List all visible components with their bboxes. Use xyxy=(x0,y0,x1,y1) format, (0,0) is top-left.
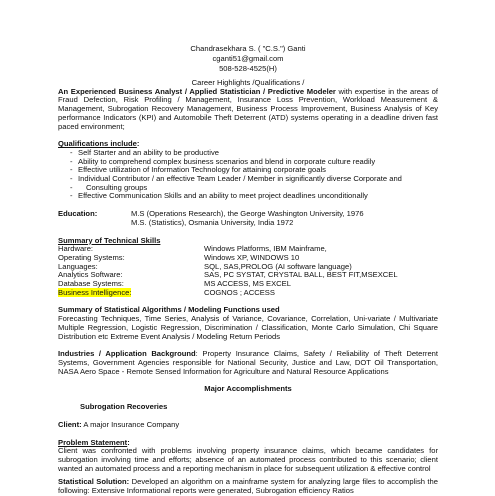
qualification-item-continued: - Consulting groups xyxy=(70,184,438,193)
industries-label: Industries / Application Background xyxy=(58,349,196,359)
qualifications-list xyxy=(58,149,438,201)
qualification-item: - Effective Communication Skills and an ability to meet project deadlines unconditionally xyxy=(70,192,438,201)
solution-text: Developed an algorithm on a mainframe system for analyzing large files to accomplish the following: Extensive Informational reports were generated, Subrogation efficiency Ratios xyxy=(58,477,438,496)
qualifications-title: Qualifications include: xyxy=(58,139,140,149)
education-label: Education: xyxy=(58,209,98,219)
industries-section xyxy=(58,350,438,376)
candidate-email: cganti51@gmail.com xyxy=(212,54,284,63)
skill-value: SQL, SAS,PROLOG (AI software language) xyxy=(204,261,352,271)
problem-text: Client was confronted with problems involving property insurance claims, which became candidates for subrogation involving time and efforts; absence of an automated process contributed to this scenario; client wanted an automated process and a reporting mechanism in place for subsequent utilization & effective control xyxy=(58,446,438,473)
industries-text: : Property Insurance Claims, Safety / Reliability of Theft Deterrent Systems, Government Agencies responsible for National Security, Justice and Law, DOT Oil Transportation, NASA Aero Space - Remote Sensed Information for Agriculture and Natural Resource Applications xyxy=(58,349,439,376)
career-highlights-title: Career Highlights /Qualifications / xyxy=(191,78,305,87)
education-degree-2: M.S. (Statistics), Osmania University, India 1972 xyxy=(131,217,294,227)
algorithms-text: Forecasting Techniques, Time Series, Analysis of Variance, Covariance, Correlation, Uni-variate / Multivariate Multiple Regression, Logistic Regression, Discrimination / Classification, Monte Carlo Simulation, Chi Square Distribution etc Extreme Event Analysis / Modeling Return Periods xyxy=(58,314,438,341)
problem-title: Problem Statement: xyxy=(58,437,130,447)
skill-value: SAS, PC SYSTAT, CRYSTAL BALL, BEST FIT,MSEXCEL xyxy=(204,270,398,280)
problem-section xyxy=(58,439,438,474)
accomplishments-subtitle: Subrogation Recoveries xyxy=(80,402,168,412)
client-label: Client: xyxy=(58,419,82,429)
technical-skills-section xyxy=(58,237,438,298)
qualification-item: - Self Starter and an ability to be productive xyxy=(70,149,438,158)
solution-section xyxy=(58,478,438,495)
accomplishments-title: Major Accomplishments xyxy=(204,384,292,394)
algorithms-section xyxy=(58,306,438,341)
qualification-item: - Effective utilization of Information Technology for attaining corporate goals xyxy=(70,166,438,175)
skill-value: Windows Platforms, IBM Mainframe, xyxy=(204,244,327,254)
candidate-phone: 508-528-4525(H) xyxy=(219,64,277,73)
skill-label: Operating Systems: xyxy=(58,252,125,262)
qualification-item: - Ability to comprehend complex business scenarios and blend in corporate culture readily xyxy=(70,158,438,167)
candidate-name: Chandrasekhara S. ( "C.S.") Ganti xyxy=(190,44,306,53)
skill-label: Languages: xyxy=(58,261,98,271)
skill-label: Analytics Software: xyxy=(58,270,123,280)
skill-label-highlighted: Business Intelligence: xyxy=(58,287,132,297)
skill-label: Hardware: xyxy=(58,244,94,254)
education-degree-1: M.S (Operations Research), the George Washington University, 1976 xyxy=(131,209,364,219)
career-summary-text: with expertise in the areas of Fraud Defection, Risk Profiling / Management, Insurance Loss Prevention, Workload Measurement & Management, Subrogation Recovery Management, Business Process Improvement, Business Analysis of Key performance Indicators (KPI) and Automobile Theft Deterrent (ATD) systems operating in a deadline driven fast paced environment; xyxy=(58,86,438,131)
algorithms-title: Summary of Statistical Algorithms / Modeling Functions used xyxy=(58,305,280,315)
resume-document xyxy=(58,44,438,496)
client-text: A major Insurance Company xyxy=(81,419,180,429)
skill-label: Database Systems: xyxy=(58,279,124,289)
client-line xyxy=(58,421,438,430)
skill-value: MS ACCESS, MS EXCEL xyxy=(204,279,291,289)
qualification-item: - Individual Contributor / an effective Team Leader / Member in significantly diverse Corporate and xyxy=(70,175,438,184)
skill-value: COGNOS ; ACCESS xyxy=(204,287,275,297)
skill-value: Windows XP, WINDOWS 10 xyxy=(204,252,300,262)
education-section xyxy=(58,210,438,227)
qualifications-section xyxy=(58,140,438,201)
career-summary xyxy=(58,88,438,132)
technical-skills-title: Summary of Technical Skills xyxy=(58,235,161,245)
technical-skills-table xyxy=(58,245,438,297)
resume-header xyxy=(58,44,438,74)
career-summary-lead: An Experienced Business Analyst / Applied Statistician / Predictive Modeler xyxy=(58,86,336,96)
solution-label: Statistical Solution: xyxy=(58,477,130,487)
